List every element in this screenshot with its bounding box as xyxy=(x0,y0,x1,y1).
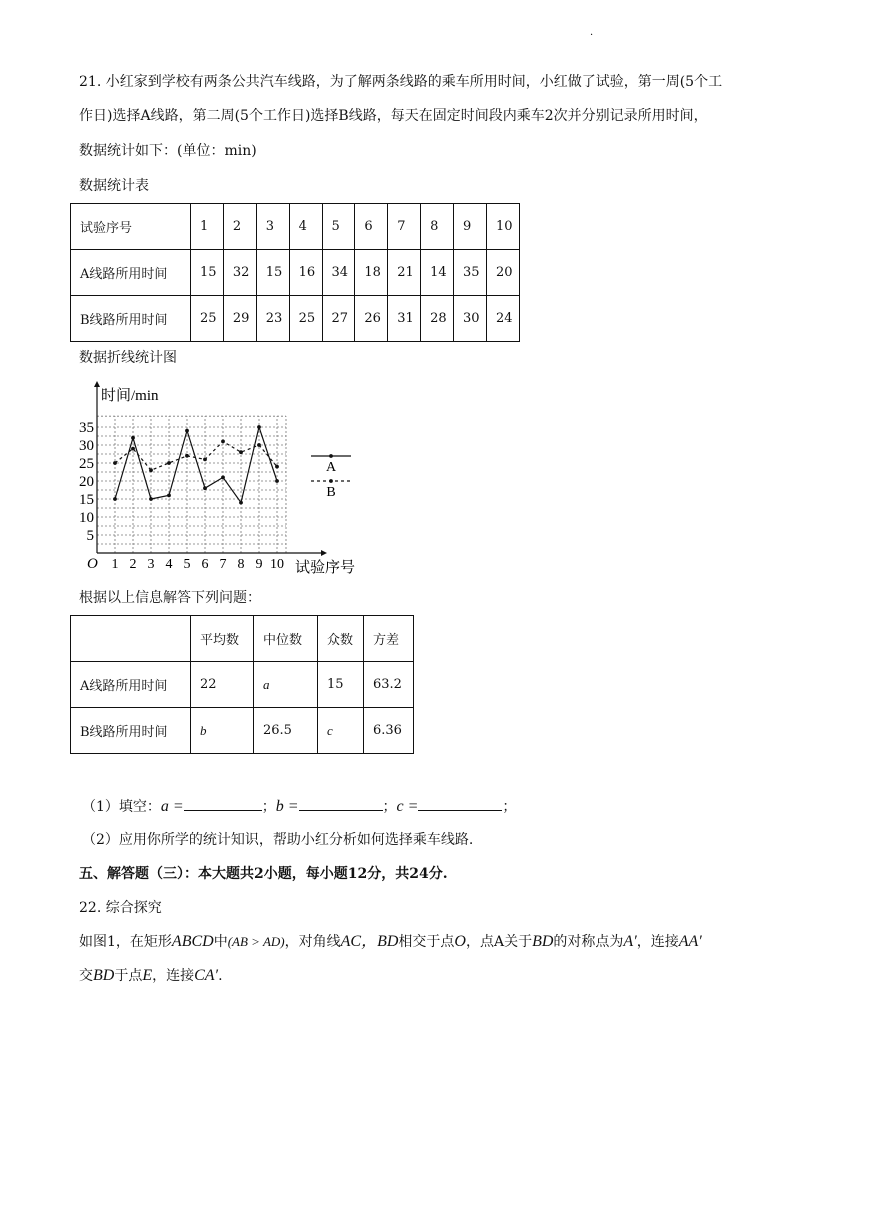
table-cell: 1 xyxy=(191,204,224,250)
legend-label-A: A xyxy=(325,460,337,475)
table-cell: 28 xyxy=(421,296,454,342)
sub1-sep: ； xyxy=(502,799,517,815)
stats-cell: B线路所用时间 xyxy=(71,708,191,754)
data-point-B xyxy=(131,447,135,451)
stats-cell: 63.2 xyxy=(364,662,414,708)
stats-cell: 众数 xyxy=(318,616,364,662)
origin-label: O xyxy=(87,556,98,572)
stats-cell: 平均数 xyxy=(191,616,254,662)
sub1-prefix: （1）填空： xyxy=(82,799,161,815)
stats-header-row xyxy=(71,616,414,662)
legend-marker-A xyxy=(329,454,333,458)
table-cell: 30 xyxy=(454,296,487,342)
table-cell: 32 xyxy=(223,250,256,296)
data-point-A xyxy=(203,486,207,490)
table-cell: 试验序号 xyxy=(71,204,191,250)
stats-cell: 方差 xyxy=(364,616,414,662)
table-row-b xyxy=(71,296,520,342)
y-tick-label: 15 xyxy=(79,492,94,508)
data-table xyxy=(70,203,520,342)
data-point-B xyxy=(221,440,225,444)
table-cell: 26 xyxy=(355,296,388,342)
table-cell: B线路所用时间 xyxy=(71,296,191,342)
table-cell: 27 xyxy=(322,296,355,342)
stats-cell: 22 xyxy=(191,662,254,708)
table-cell: 10 xyxy=(487,204,520,250)
data-point-B xyxy=(113,461,117,465)
stats-cell: 26.5 xyxy=(254,708,318,754)
q22-math: BD xyxy=(93,967,115,984)
x-tick-label: 5 xyxy=(183,557,191,572)
stats-cell: c xyxy=(318,708,364,754)
chart-title: 数据折线统计图 xyxy=(79,350,177,366)
x-tick-label: 2 xyxy=(129,557,137,572)
sub-question-2: （2）应用你所学的统计知识，帮助小红分析如何选择乘车线路. xyxy=(82,832,474,848)
y-axis-arrow xyxy=(94,381,100,387)
stats-cell: a xyxy=(254,662,318,708)
table-cell: 2 xyxy=(223,204,256,250)
data-point-A xyxy=(221,476,225,480)
q22-math: AC，BD xyxy=(340,933,399,950)
data-point-B xyxy=(185,454,189,458)
table-cell: 34 xyxy=(322,250,355,296)
table-cell: A线路所用时间 xyxy=(71,250,191,296)
table-row-a xyxy=(71,250,520,296)
table-cell: 15 xyxy=(256,250,289,296)
x-axis-label: 试验序号 xyxy=(295,560,356,576)
sub1-c-label: c = xyxy=(396,798,419,815)
answer-blank-a[interactable] xyxy=(184,796,262,811)
x-tick-label: 9 xyxy=(255,557,263,572)
table-cell: 21 xyxy=(388,250,421,296)
table-cell: 9 xyxy=(454,204,487,250)
q22-math: BD xyxy=(532,933,554,950)
x-tick-label: 7 xyxy=(219,557,227,572)
prompt-text: 根据以上信息解答下列问题： xyxy=(79,590,261,606)
q22-text: ，连接 xyxy=(636,934,679,950)
table-cell: 14 xyxy=(421,250,454,296)
x-tick-label: 1 xyxy=(111,557,119,572)
y-tick-label: 35 xyxy=(79,420,94,436)
q22-text: ，连接 xyxy=(152,968,195,984)
table-cell: 24 xyxy=(487,296,520,342)
data-point-B xyxy=(203,458,207,462)
data-point-A xyxy=(131,436,135,440)
q22-text: 的对称点为 xyxy=(553,934,624,950)
line-chart xyxy=(75,378,375,580)
sub-question-1 xyxy=(82,796,516,817)
q22-text: ，对角线 xyxy=(284,934,341,950)
table-cell: 18 xyxy=(355,250,388,296)
q22-text: 中 xyxy=(213,934,228,950)
q21-line1: 21. 小红家到学校有两条公共汽车线路，为了解两条线路的乘车所用时间，小红做了试验，第一周(5个工 xyxy=(79,74,723,90)
stats-cell xyxy=(71,616,191,662)
q21-line3: 数据统计如下：(单位：min) xyxy=(79,143,257,159)
data-point-A xyxy=(239,501,243,505)
q22-line1 xyxy=(79,932,702,952)
q22-math: AA′ xyxy=(678,933,702,950)
stats-row-b xyxy=(71,708,414,754)
q22-math: E xyxy=(142,967,153,984)
q22-text: 相交于点 xyxy=(398,934,455,950)
table-cell: 35 xyxy=(454,250,487,296)
table-cell: 25 xyxy=(191,296,224,342)
y-tick-label: 20 xyxy=(79,474,94,490)
table-cell: 31 xyxy=(388,296,421,342)
data-point-A xyxy=(167,494,171,498)
data-point-B xyxy=(167,461,171,465)
stats-table xyxy=(70,615,414,754)
table-cell: 8 xyxy=(421,204,454,250)
x-tick-label: 6 xyxy=(201,557,209,572)
sub1-sep: ； xyxy=(382,799,397,815)
table-cell: 6 xyxy=(355,204,388,250)
q22-text: . xyxy=(218,968,223,984)
page-mark: · xyxy=(590,30,594,41)
table-cell: 20 xyxy=(487,250,520,296)
table-cell: 23 xyxy=(256,296,289,342)
q21-line2: 作日)选择A线路，第二周(5个工作日)选择B线路，每天在固定时间段内乘车2次并分别记录所用时间， xyxy=(79,108,708,124)
answer-blank-b[interactable] xyxy=(299,796,383,811)
x-tick-label: 3 xyxy=(147,557,155,572)
legend-marker-B xyxy=(329,479,333,483)
q22-text: ，点A关于 xyxy=(465,934,533,950)
data-point-B xyxy=(275,465,279,469)
y-tick-label: 30 xyxy=(79,438,94,454)
y-axis-label: 时间/min xyxy=(101,388,159,404)
series-line-A xyxy=(115,427,277,503)
data-point-B xyxy=(257,443,261,447)
q22-text: 交 xyxy=(79,968,93,984)
data-point-B xyxy=(239,450,243,454)
table-cell: 5 xyxy=(322,204,355,250)
stats-row-a xyxy=(71,662,414,708)
stats-cell: 中位数 xyxy=(254,616,318,662)
q22-text: 于点 xyxy=(114,968,143,984)
q22-math: ABCD xyxy=(171,933,214,950)
answer-blank-c[interactable] xyxy=(418,796,502,811)
y-tick-label: 25 xyxy=(79,456,94,472)
table-cell: 7 xyxy=(388,204,421,250)
x-tick-label: 10 xyxy=(270,557,284,572)
table-cell: 25 xyxy=(289,296,322,342)
table-cell: 16 xyxy=(289,250,322,296)
data-point-A xyxy=(275,479,279,483)
q22-math: (AB > AD) xyxy=(227,934,285,949)
data-point-A xyxy=(149,497,153,501)
table-header-row xyxy=(71,204,520,250)
y-tick-label: 10 xyxy=(79,510,94,526)
q22-math: O xyxy=(454,933,466,950)
x-tick-label: 4 xyxy=(165,557,173,572)
sub1-sep: ； xyxy=(261,799,276,815)
x-tick-label: 8 xyxy=(237,557,245,572)
q22-line2 xyxy=(79,966,223,986)
section-heading: 五、解答题（三）：本大题共2小题，每小题12分，共24分. xyxy=(79,866,448,882)
y-tick-label: 5 xyxy=(86,528,94,544)
q22-text: 如图1，在矩形 xyxy=(79,934,172,950)
x-axis-arrow xyxy=(321,550,327,556)
table-cell: 15 xyxy=(191,250,224,296)
stats-cell: b xyxy=(191,708,254,754)
q22-title: 22. 综合探究 xyxy=(79,900,162,916)
data-point-A xyxy=(113,497,117,501)
table-cell: 3 xyxy=(256,204,289,250)
q22-math: CA′ xyxy=(194,967,219,984)
table-title: 数据统计表 xyxy=(79,178,149,194)
data-point-A xyxy=(257,425,261,429)
stats-cell: 15 xyxy=(318,662,364,708)
data-point-B xyxy=(149,468,153,472)
sub1-a-label: a = xyxy=(160,798,184,815)
table-cell: 29 xyxy=(223,296,256,342)
data-point-A xyxy=(185,429,189,433)
q22-math: A′ xyxy=(623,933,637,950)
legend-label-B: B xyxy=(326,485,336,500)
table-cell: 4 xyxy=(289,204,322,250)
sub1-b-label: b = xyxy=(275,798,299,815)
stats-cell: 6.36 xyxy=(364,708,414,754)
stats-cell: A线路所用时间 xyxy=(71,662,191,708)
